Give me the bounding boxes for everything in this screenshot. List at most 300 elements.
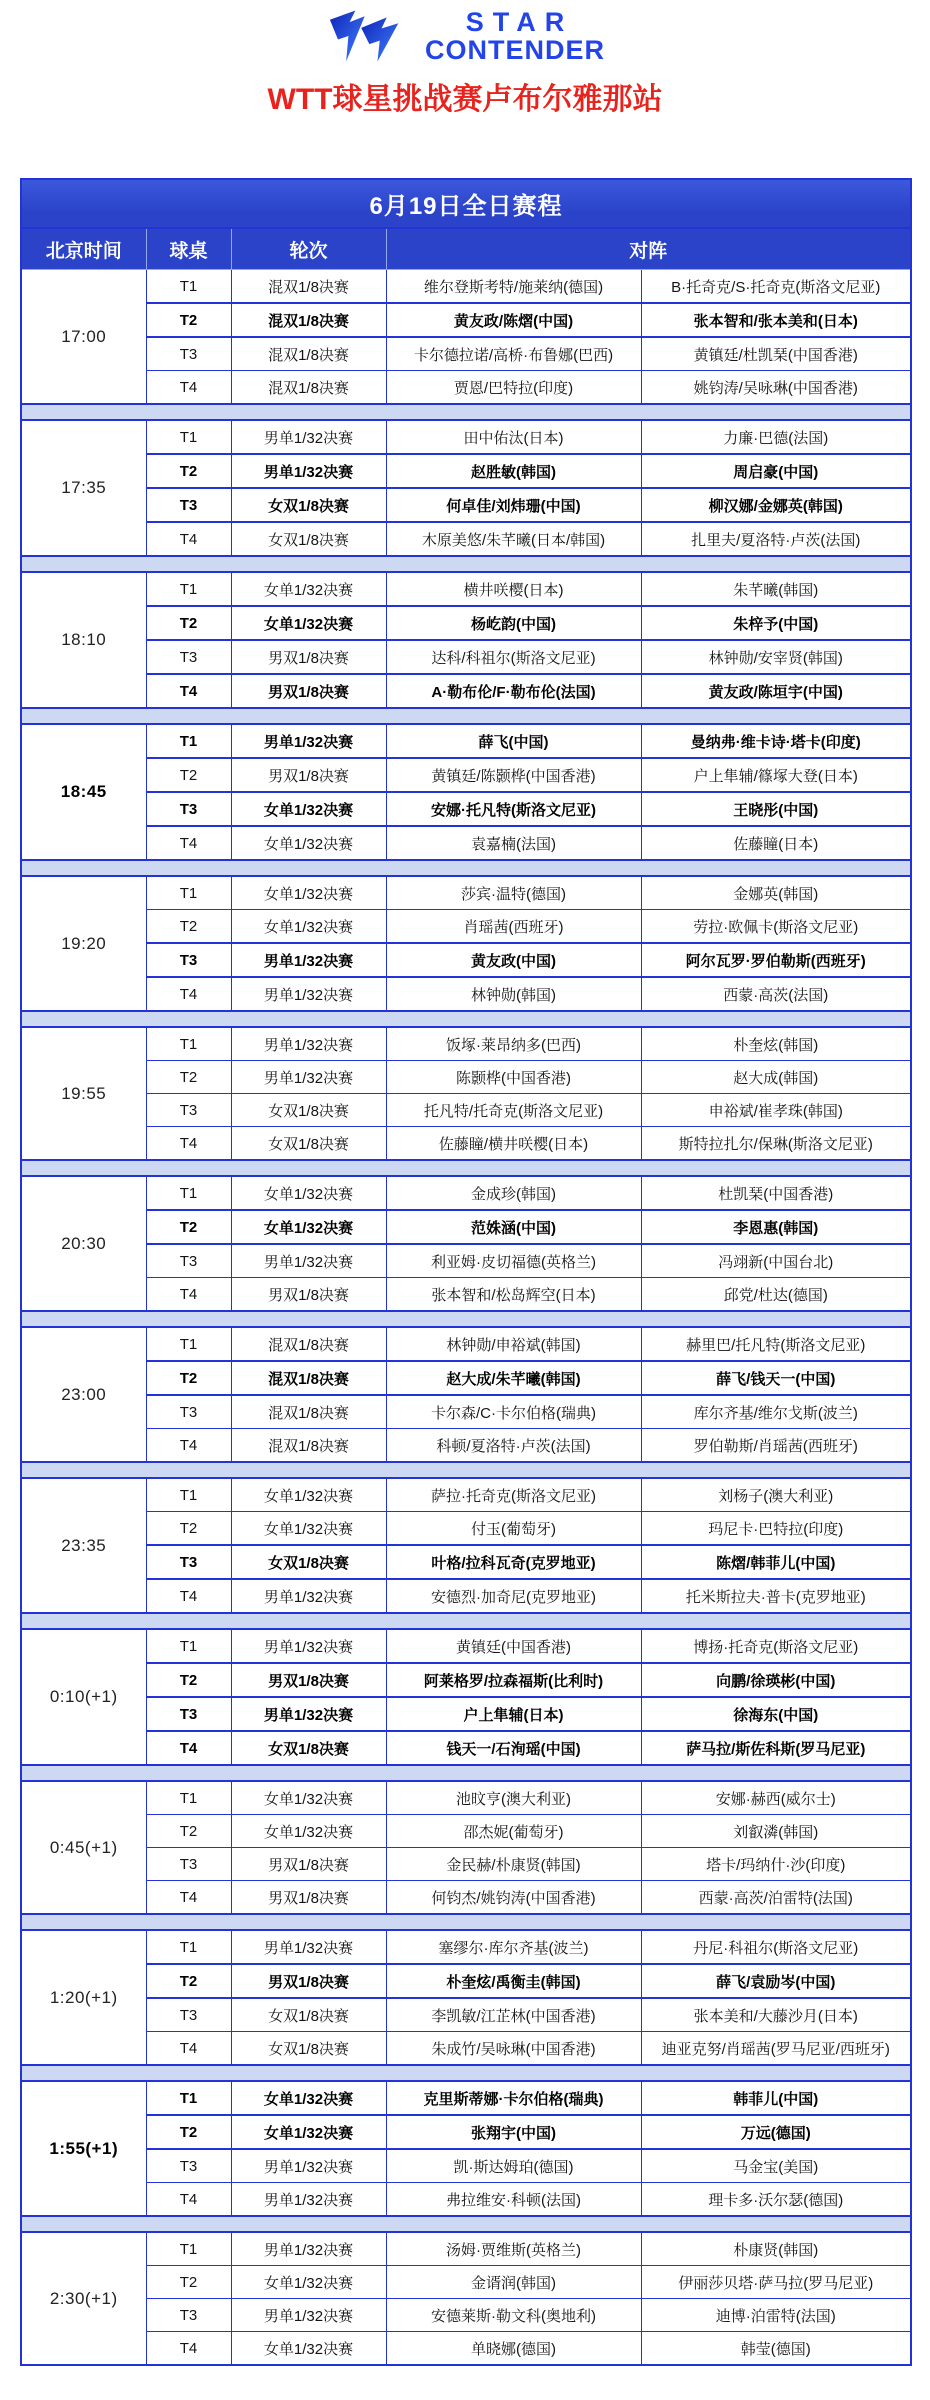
cell-player-left: 户上隼辅(日本) <box>386 1697 641 1731</box>
cell-player-left: 肖瑶茜(西班牙) <box>386 910 641 944</box>
match-row <box>21 1176 911 1210</box>
cell-round: 男单1/32决赛 <box>231 1579 386 1613</box>
block-separator-band <box>21 1311 911 1327</box>
wtt-logo-icon <box>325 7 409 65</box>
match-row <box>21 792 911 826</box>
match-row <box>21 943 911 977</box>
cell-table: T4 <box>146 1881 231 1915</box>
cell-player-right: 向鹏/徐瑛彬(中国) <box>641 1663 911 1697</box>
match-row <box>21 1545 911 1579</box>
match-row <box>21 371 911 405</box>
cell-player-right: 户上隼辅/篠塚大登(日本) <box>641 758 911 792</box>
cell-player-left: 利亚姆·皮切福德(英格兰) <box>386 1244 641 1278</box>
cell-round: 男单1/32决赛 <box>231 1629 386 1663</box>
cell-player-left: 黄友政(中国) <box>386 943 641 977</box>
block-separator-band <box>21 1765 911 1781</box>
block-separator <box>21 860 911 876</box>
match-row <box>21 572 911 606</box>
cell-player-right: 邱党/杜达(德国) <box>641 1278 911 1312</box>
cell-player-left: 池旼亨(澳大利亚) <box>386 1781 641 1815</box>
block-separator <box>21 1160 911 1176</box>
match-row <box>21 1478 911 1512</box>
cell-time: 0:45(+1) <box>21 1781 146 1914</box>
cell-player-left: 达科/科祖尔(斯洛文尼亚) <box>386 640 641 674</box>
match-row <box>21 1361 911 1395</box>
cell-player-right: 朱芊曦(韩国) <box>641 572 911 606</box>
cell-player-left: 陈颢桦(中国香港) <box>386 1061 641 1094</box>
match-row <box>21 2149 911 2183</box>
cell-round: 男单1/32决赛 <box>231 1244 386 1278</box>
cell-round: 男单1/32决赛 <box>231 1061 386 1094</box>
cell-time: 19:55 <box>21 1027 146 1160</box>
logo-line-1: STAR <box>465 6 574 37</box>
cell-round: 男双1/8决赛 <box>231 1964 386 1998</box>
cell-round: 女单1/32决赛 <box>231 572 386 606</box>
cell-time: 18:10 <box>21 572 146 708</box>
block-separator <box>21 1311 911 1327</box>
cell-table: T3 <box>146 1094 231 1127</box>
col-header-table: 球桌 <box>146 228 231 270</box>
block-separator-band <box>21 404 911 420</box>
cell-time: 19:20 <box>21 876 146 1011</box>
cell-round: 男双1/8决赛 <box>231 640 386 674</box>
cell-player-left: 单晓娜(德国) <box>386 2332 641 2366</box>
cell-round: 女单1/32决赛 <box>231 1478 386 1512</box>
block-separator <box>21 1011 911 1027</box>
cell-player-right: 迪博·泊雷特(法国) <box>641 2299 911 2332</box>
cell-round: 男双1/8决赛 <box>231 1663 386 1697</box>
cell-table: T2 <box>146 606 231 640</box>
cell-player-left: 汤姆·贾维斯(英格兰) <box>386 2232 641 2266</box>
match-row <box>21 640 911 674</box>
cell-round: 男单1/32决赛 <box>231 2232 386 2266</box>
match-row <box>21 1278 911 1312</box>
match-row <box>21 826 911 860</box>
match-row <box>21 910 911 944</box>
cell-player-left: 安德烈·加奇尼(克罗地亚) <box>386 1579 641 1613</box>
cell-player-right: 柳汉娜/金娜英(韩国) <box>641 488 911 522</box>
cell-player-right: 力廉·巴德(法国) <box>641 420 911 454</box>
match-row <box>21 876 911 910</box>
match-row <box>21 2081 911 2115</box>
cell-round: 男双1/8决赛 <box>231 1278 386 1312</box>
cell-player-left: 卡尔森/C·卡尔伯格(瑞典) <box>386 1395 641 1429</box>
block-separator-band <box>21 1914 911 1930</box>
cell-player-left: 李凯敏/江芷林(中国香港) <box>386 1998 641 2032</box>
schedule-table <box>20 178 912 2366</box>
cell-player-left: 田中佑汰(日本) <box>386 420 641 454</box>
match-row <box>21 606 911 640</box>
cell-round: 女双1/8决赛 <box>231 1998 386 2032</box>
cell-player-right: 理卡多·沃尔瑟(德国) <box>641 2183 911 2217</box>
block-separator-band <box>21 556 911 572</box>
cell-table: T1 <box>146 1781 231 1815</box>
cell-table: T3 <box>146 640 231 674</box>
cell-table: T1 <box>146 1327 231 1361</box>
page-header <box>0 0 930 118</box>
match-row <box>21 2332 911 2366</box>
block-separator-band <box>21 1462 911 1478</box>
match-row <box>21 1244 911 1278</box>
cell-round: 男单1/32决赛 <box>231 977 386 1011</box>
match-row <box>21 1027 911 1061</box>
cell-round: 女单1/32决赛 <box>231 910 386 944</box>
cell-player-left: 何钧杰/姚钧涛(中国香港) <box>386 1881 641 1915</box>
cell-table: T2 <box>146 1964 231 1998</box>
cell-player-right: 朴康贤(韩国) <box>641 2232 911 2266</box>
match-row <box>21 1061 911 1094</box>
block-separator <box>21 2065 911 2081</box>
cell-round: 女单1/32决赛 <box>231 2266 386 2299</box>
cell-round: 混双1/8决赛 <box>231 270 386 304</box>
cell-time: 2:30(+1) <box>21 2232 146 2365</box>
cell-table: T4 <box>146 1278 231 1312</box>
cell-player-right: 黄友政/陈垣宇(中国) <box>641 674 911 708</box>
cell-player-left: 黄镇廷(中国香港) <box>386 1629 641 1663</box>
cell-time: 18:45 <box>21 724 146 860</box>
cell-round: 混双1/8决赛 <box>231 1395 386 1429</box>
cell-player-right: 伊丽莎贝塔·萨马拉(罗马尼亚) <box>641 2266 911 2299</box>
cell-player-left: 维尔登斯考特/施莱纳(德国) <box>386 270 641 304</box>
cell-player-left: 钱天一/石洵瑶(中国) <box>386 1731 641 1765</box>
cell-player-right: 冯翊新(中国台北) <box>641 1244 911 1278</box>
cell-player-right: 佐藤瞳(日本) <box>641 826 911 860</box>
cell-table: T3 <box>146 1697 231 1731</box>
cell-table: T3 <box>146 2299 231 2332</box>
cell-player-left: A·勒布伦/F·勒布伦(法国) <box>386 674 641 708</box>
match-row <box>21 522 911 556</box>
match-row <box>21 1881 911 1915</box>
cell-round: 女单1/32决赛 <box>231 826 386 860</box>
block-separator <box>21 2216 911 2232</box>
cell-round: 混双1/8决赛 <box>231 303 386 337</box>
cell-round: 男单1/32决赛 <box>231 454 386 488</box>
cell-player-left: 金民赫/朴康贤(韩国) <box>386 1848 641 1881</box>
cell-round: 女单1/32决赛 <box>231 1815 386 1848</box>
match-row <box>21 977 911 1011</box>
cell-round: 女单1/32决赛 <box>231 1512 386 1546</box>
cell-player-right: 林钟勋/安宰贤(韩国) <box>641 640 911 674</box>
match-row <box>21 1848 911 1881</box>
col-header-round: 轮次 <box>231 228 386 270</box>
block-separator-band <box>21 2065 911 2081</box>
schedule-head <box>21 179 911 270</box>
match-row <box>21 1998 911 2032</box>
cell-round: 男单1/32决赛 <box>231 1930 386 1964</box>
cell-round: 女双1/8决赛 <box>231 1731 386 1765</box>
cell-table: T4 <box>146 522 231 556</box>
cell-player-right: 薛飞/钱天一(中国) <box>641 1361 911 1395</box>
match-row <box>21 270 911 304</box>
cell-player-left: 饭塚·莱昂纳多(巴西) <box>386 1027 641 1061</box>
cell-table: T1 <box>146 420 231 454</box>
match-row <box>21 1697 911 1731</box>
cell-player-left: 阿莱格罗/拉森福斯(比利时) <box>386 1663 641 1697</box>
match-row <box>21 454 911 488</box>
logo-text <box>425 8 605 64</box>
cell-time: 23:35 <box>21 1478 146 1613</box>
cell-table: T1 <box>146 1478 231 1512</box>
cell-player-right: 周启豪(中国) <box>641 454 911 488</box>
cell-table: T3 <box>146 1848 231 1881</box>
match-row <box>21 1127 911 1161</box>
cell-table: T3 <box>146 2149 231 2183</box>
match-row <box>21 1579 911 1613</box>
match-row <box>21 1815 911 1848</box>
block-separator-band <box>21 2216 911 2232</box>
match-row <box>21 337 911 371</box>
cell-player-left: 薛飞(中国) <box>386 724 641 758</box>
logo-line-2: CONTENDER <box>424 35 605 65</box>
cell-player-right: 金娜英(韩国) <box>641 876 911 910</box>
cell-player-right: 罗伯勒斯/肖瑶茜(西班牙) <box>641 1429 911 1463</box>
cell-player-right: 杜凯琹(中国香港) <box>641 1176 911 1210</box>
cell-table: T4 <box>146 1731 231 1765</box>
cell-table: T2 <box>146 454 231 488</box>
cell-player-right: 韩菲儿(中国) <box>641 2081 911 2115</box>
cell-player-left: 克里斯蒂娜·卡尔伯格(瑞典) <box>386 2081 641 2115</box>
block-separator-band <box>21 1011 911 1027</box>
cell-table: T4 <box>146 977 231 1011</box>
cell-player-right: 安娜·赫西(威尔士) <box>641 1781 911 1815</box>
match-row <box>21 1094 911 1127</box>
cell-round: 女双1/8决赛 <box>231 1127 386 1161</box>
cell-player-left: 黄镇廷/陈颢桦(中国香港) <box>386 758 641 792</box>
match-row <box>21 1781 911 1815</box>
block-separator <box>21 1914 911 1930</box>
cell-round: 女双1/8决赛 <box>231 522 386 556</box>
cell-player-left: 科顿/夏洛特·卢茨(法国) <box>386 1429 641 1463</box>
cell-round: 混双1/8决赛 <box>231 1361 386 1395</box>
cell-table: T2 <box>146 910 231 944</box>
page-title: WTT球星挑战赛卢布尔雅那站 <box>267 83 663 116</box>
schedule-body <box>21 270 911 2366</box>
cell-table: T3 <box>146 1545 231 1579</box>
cell-player-left: 安娜·托凡特(斯洛文尼亚) <box>386 792 641 826</box>
cell-player-right: 刘杨子(澳大利亚) <box>641 1478 911 1512</box>
cell-player-left: 金谞润(韩国) <box>386 2266 641 2299</box>
match-row <box>21 674 911 708</box>
cell-table: T3 <box>146 1244 231 1278</box>
cell-round: 男单1/32决赛 <box>231 724 386 758</box>
cell-table: T1 <box>146 724 231 758</box>
cell-table: T1 <box>146 876 231 910</box>
cell-table: T2 <box>146 303 231 337</box>
cell-round: 女单1/32决赛 <box>231 1210 386 1244</box>
event-logo <box>0 6 930 66</box>
cell-player-left: 朴奎炫/禹衡圭(韩国) <box>386 1964 641 1998</box>
cell-time: 23:00 <box>21 1327 146 1462</box>
match-row <box>21 2032 911 2066</box>
cell-player-right: 库尔齐基/维尔戈斯(波兰) <box>641 1395 911 1429</box>
cell-round: 男双1/8决赛 <box>231 1848 386 1881</box>
cell-player-left: 金成珍(韩国) <box>386 1176 641 1210</box>
cell-player-right: 薛飞/袁励岑(中国) <box>641 1964 911 1998</box>
cell-table: T2 <box>146 1210 231 1244</box>
cell-table: T4 <box>146 1579 231 1613</box>
match-row <box>21 488 911 522</box>
cell-player-right: 陈熠/韩菲儿(中国) <box>641 1545 911 1579</box>
match-row <box>21 2266 911 2299</box>
cell-player-left: 黄友政/陈熠(中国) <box>386 303 641 337</box>
cell-player-right: 西蒙·高茨(法国) <box>641 977 911 1011</box>
cell-player-left: 安德莱斯·勒文科(奥地利) <box>386 2299 641 2332</box>
cell-table: T2 <box>146 1512 231 1546</box>
block-separator <box>21 1613 911 1629</box>
cell-player-right: 博扬·托奇克(斯洛文尼亚) <box>641 1629 911 1663</box>
block-separator <box>21 556 911 572</box>
match-row <box>21 1629 911 1663</box>
cell-table: T3 <box>146 1395 231 1429</box>
block-separator <box>21 708 911 724</box>
cell-table: T4 <box>146 826 231 860</box>
cell-table: T2 <box>146 2266 231 2299</box>
cell-round: 女双1/8决赛 <box>231 1094 386 1127</box>
cell-table: T1 <box>146 1027 231 1061</box>
match-row <box>21 2232 911 2266</box>
cell-player-right: 斯特拉扎尔/保琳(斯洛文尼亚) <box>641 1127 911 1161</box>
cell-player-left: 范姝涵(中国) <box>386 1210 641 1244</box>
cell-round: 女单1/32决赛 <box>231 2332 386 2366</box>
cell-table: T3 <box>146 337 231 371</box>
cell-player-right: 扎里夫/夏洛特·卢茨(法国) <box>641 522 911 556</box>
block-separator <box>21 1462 911 1478</box>
match-row <box>21 1512 911 1546</box>
cell-player-left: 莎宾·温特(德国) <box>386 876 641 910</box>
cell-player-left: 赵胜敏(韩国) <box>386 454 641 488</box>
cell-table: T2 <box>146 1061 231 1094</box>
cell-player-left: 弗拉维安·科顿(法国) <box>386 2183 641 2217</box>
cell-player-left: 林钟勋(韩国) <box>386 977 641 1011</box>
cell-player-right: 万远(德国) <box>641 2115 911 2149</box>
cell-table: T2 <box>146 1663 231 1697</box>
cell-player-left: 托凡特/托奇克(斯洛文尼亚) <box>386 1094 641 1127</box>
cell-player-right: 劳拉·欧佩卡(斯洛文尼亚) <box>641 910 911 944</box>
cell-player-right: B·托奇克/S·托奇克(斯洛文尼亚) <box>641 270 911 304</box>
cell-player-right: 丹尼·科祖尔(斯洛文尼亚) <box>641 1930 911 1964</box>
cell-player-left: 张翔宇(中国) <box>386 2115 641 2149</box>
cell-round: 女单1/32决赛 <box>231 876 386 910</box>
cell-player-right: 托米斯拉夫·普卡(克罗地亚) <box>641 1579 911 1613</box>
cell-round: 女双1/8决赛 <box>231 2032 386 2066</box>
cell-round: 混双1/8决赛 <box>231 371 386 405</box>
block-separator-band <box>21 1613 911 1629</box>
cell-table: T1 <box>146 2232 231 2266</box>
cell-player-right: 萨马拉/斯佐科斯(罗马尼亚) <box>641 1731 911 1765</box>
cell-round: 女单1/32决赛 <box>231 792 386 826</box>
cell-player-right: 迪亚克努/肖瑶茜(罗马尼亚/西班牙) <box>641 2032 911 2066</box>
cell-round: 女单1/32决赛 <box>231 2081 386 2115</box>
cell-round: 男双1/8决赛 <box>231 1881 386 1915</box>
cell-table: T1 <box>146 1930 231 1964</box>
cell-player-right: 王晓彤(中国) <box>641 792 911 826</box>
cell-player-left: 塞缪尔·库尔齐基(波兰) <box>386 1930 641 1964</box>
block-separator-band <box>21 1160 911 1176</box>
cell-player-right: 曼纳弗·维卡诗·塔卡(印度) <box>641 724 911 758</box>
cell-table: T4 <box>146 1429 231 1463</box>
cell-table: T3 <box>146 488 231 522</box>
table-title: 6月19日全日赛程 <box>21 179 911 228</box>
cell-round: 女双1/8决赛 <box>231 488 386 522</box>
block-separator <box>21 404 911 420</box>
match-row <box>21 2115 911 2149</box>
match-row <box>21 1930 911 1964</box>
cell-player-left: 卡尔德拉诺/高桥·布鲁娜(巴西) <box>386 337 641 371</box>
match-row <box>21 1210 911 1244</box>
footer-spacer <box>0 2366 930 2400</box>
cell-round: 混双1/8决赛 <box>231 1327 386 1361</box>
cell-player-right: 韩莹(德国) <box>641 2332 911 2366</box>
cell-player-right: 申裕斌/崔孝珠(韩国) <box>641 1094 911 1127</box>
col-header-time: 北京时间 <box>21 228 146 270</box>
block-separator-band <box>21 860 911 876</box>
match-row <box>21 1731 911 1765</box>
cell-table: T1 <box>146 1629 231 1663</box>
cell-player-right: 张本美和/大藤沙月(日本) <box>641 1998 911 2032</box>
cell-player-left: 佐藤瞳/横井咲樱(日本) <box>386 1127 641 1161</box>
match-row <box>21 758 911 792</box>
match-row <box>21 1429 911 1463</box>
cell-round: 女单1/32决赛 <box>231 1781 386 1815</box>
cell-time: 17:00 <box>21 270 146 405</box>
cell-round: 女单1/32决赛 <box>231 1176 386 1210</box>
cell-player-left: 贾恩/巴特拉(印度) <box>386 371 641 405</box>
match-row <box>21 2299 911 2332</box>
cell-time: 0:10(+1) <box>21 1629 146 1765</box>
cell-table: T2 <box>146 2115 231 2149</box>
cell-round: 混双1/8决赛 <box>231 1429 386 1463</box>
cell-table: T2 <box>146 1815 231 1848</box>
cell-player-left: 叶格/拉科瓦奇(克罗地亚) <box>386 1545 641 1579</box>
cell-table: T4 <box>146 2183 231 2217</box>
cell-player-left: 朱成竹/吴咏琳(中国香港) <box>386 2032 641 2066</box>
cell-table: T2 <box>146 758 231 792</box>
cell-player-right: 张本智和/张本美和(日本) <box>641 303 911 337</box>
cell-player-right: 刘叡潾(韩国) <box>641 1815 911 1848</box>
match-row <box>21 1964 911 1998</box>
cell-table: T4 <box>146 2332 231 2366</box>
cell-player-right: 西蒙·高茨/泊雷特(法国) <box>641 1881 911 1915</box>
cell-player-left: 袁嘉楠(法国) <box>386 826 641 860</box>
cell-table: T3 <box>146 943 231 977</box>
match-row <box>21 303 911 337</box>
cell-player-left: 付玉(葡萄牙) <box>386 1512 641 1546</box>
cell-player-right: 阿尔瓦罗·罗伯勒斯(西班牙) <box>641 943 911 977</box>
cell-player-left: 萨拉·托奇克(斯洛文尼亚) <box>386 1478 641 1512</box>
cell-round: 男单1/32决赛 <box>231 2299 386 2332</box>
cell-round: 混双1/8决赛 <box>231 337 386 371</box>
cell-table: T3 <box>146 1998 231 2032</box>
cell-player-right: 赫里巴/托凡特(斯洛文尼亚) <box>641 1327 911 1361</box>
cell-table: T4 <box>146 1127 231 1161</box>
cell-time: 1:55(+1) <box>21 2081 146 2216</box>
cell-round: 男单1/32决赛 <box>231 1697 386 1731</box>
cell-time: 20:30 <box>21 1176 146 1311</box>
cell-round: 男双1/8决赛 <box>231 674 386 708</box>
cell-player-right: 黄镇廷/杜凯琹(中国香港) <box>641 337 911 371</box>
cell-player-right: 朴奎炫(韩国) <box>641 1027 911 1061</box>
cell-player-right: 塔卡/玛纳什·沙(印度) <box>641 1848 911 1881</box>
col-header-matchup: 对阵 <box>386 228 911 270</box>
cell-player-left: 杨屹韵(中国) <box>386 606 641 640</box>
cell-player-left: 横井咲樱(日本) <box>386 572 641 606</box>
cell-table: T1 <box>146 572 231 606</box>
cell-player-left: 张本智和/松岛辉空(日本) <box>386 1278 641 1312</box>
cell-round: 女双1/8决赛 <box>231 1545 386 1579</box>
schedule-section <box>20 178 910 2366</box>
cell-player-left: 凯·斯达姆珀(德国) <box>386 2149 641 2183</box>
block-separator <box>21 1765 911 1781</box>
